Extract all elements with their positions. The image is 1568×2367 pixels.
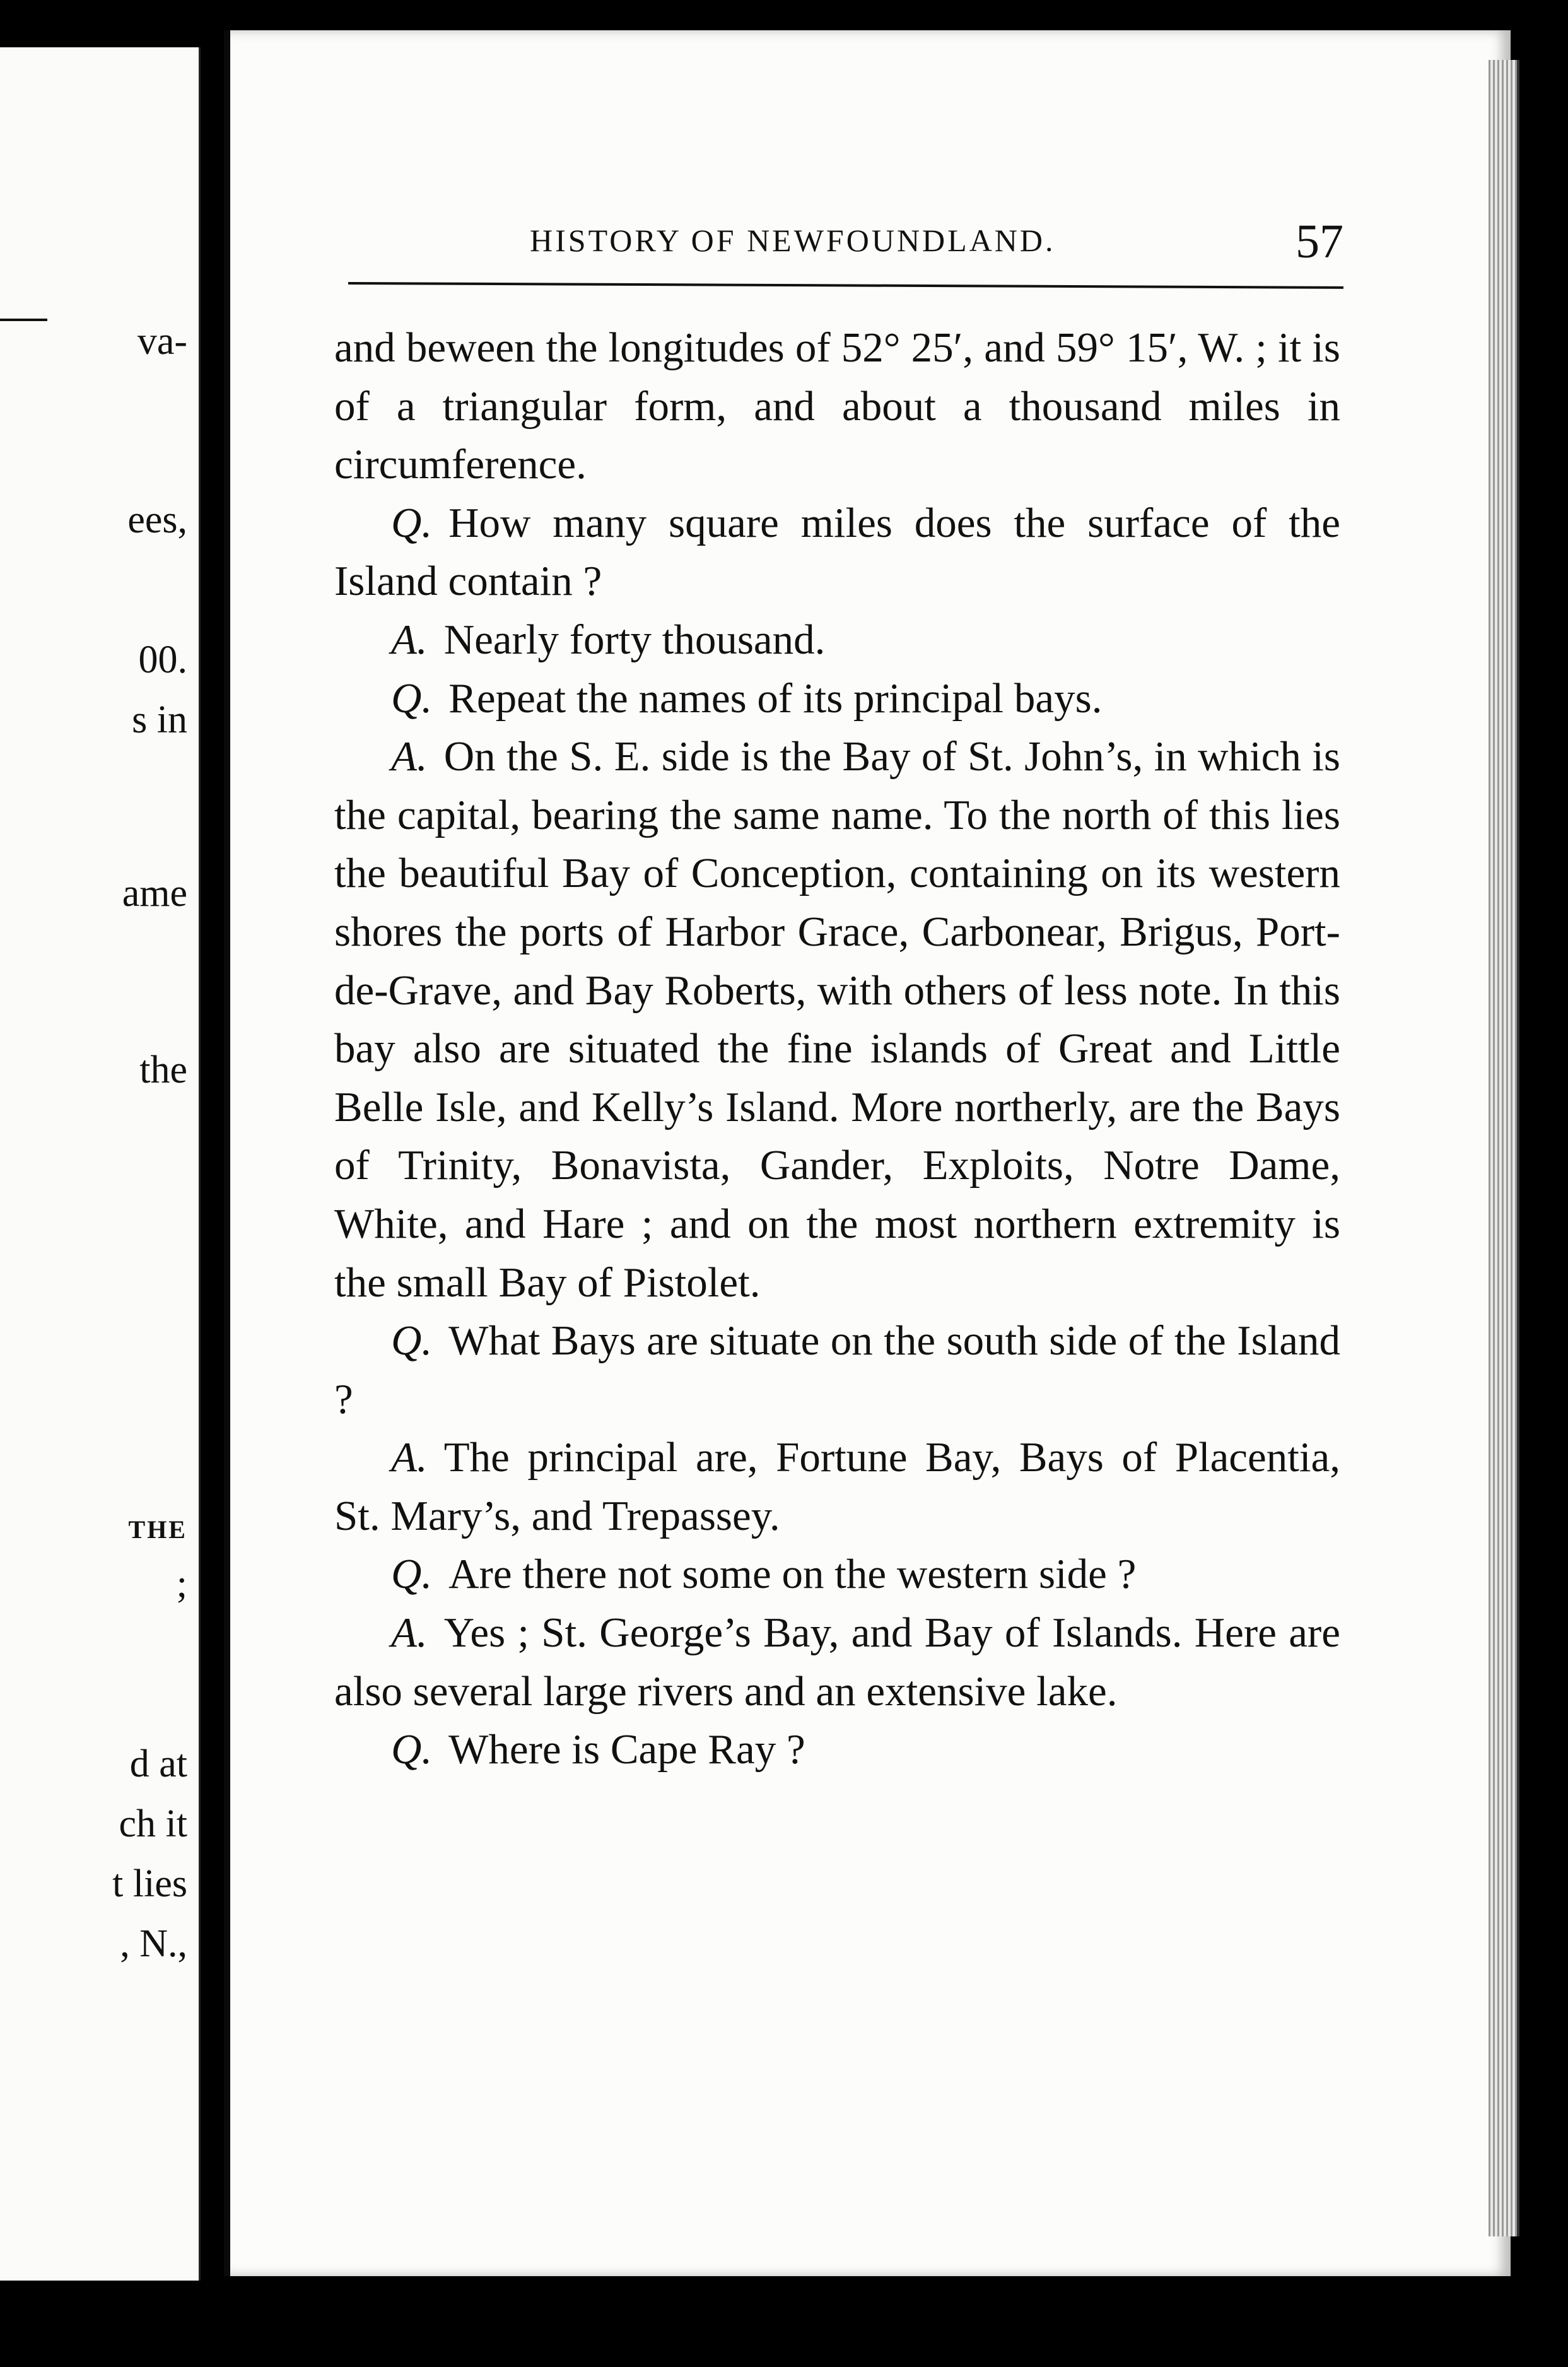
answer-paragraph (334, 1604, 1340, 1720)
previous-page-fragment: va- (137, 320, 187, 363)
running-head: HISTORY OF NEWFOUNDLAND. (530, 223, 1056, 258)
paragraph-text: Nearly forty thousand. (443, 616, 826, 663)
previous-page-fragment: ees, (127, 498, 187, 541)
previous-page-fragment: 00. (138, 638, 187, 681)
answer-paragraph (334, 611, 1340, 669)
paragraph-text: On the S. E. side is the Bay of St. John’s, in which is the capital, bearing the same name. To the north of this lies the beautiful Bay of Conception, containing on its western shores the ports of Harbor Grace, Carbonear, Brigus, Port-de-Grave, and Bay Roberts, with others of less note. In this bay also are situated the fine islands of Great and Little Belle Isle, and Kelly’s Island. More northerly, are the Bays of Trinity, Bonavista, Gander, Exploits, Notre Dame, White, and Hare ; and on the most northern extremity is the small Bay of Pistolet. (334, 733, 1340, 1306)
previous-page-fragment: THE (128, 1515, 187, 1544)
page-header (530, 214, 1343, 271)
previous-page-fragment: ch it (119, 1802, 187, 1845)
answer-label: A. (391, 733, 428, 780)
paragraph-text: Are there not some on the western side ? (448, 1551, 1137, 1598)
paragraph-text: What Bays are situate on the south side of the Island ? (334, 1317, 1340, 1423)
answer-paragraph (334, 727, 1340, 1312)
paragraph-text: How many square miles does the surface of the Island contain ? (334, 499, 1340, 605)
paragraph-text: and beween the longitudes of 52° 25′, and 59° 15′, W. ; it is of a triangular form, and about a thousand miles in circumference. (334, 324, 1340, 488)
question-label: Q. (391, 1726, 433, 1773)
paragraph-text: The principal are, Fortune Bay, Bays of Placentia, St. Mary’s, and Trepassey. (334, 1434, 1340, 1539)
question-label: Q. (391, 1551, 433, 1598)
previous-page-fragment: t lies (112, 1862, 187, 1905)
previous-page-fragment: d at (129, 1742, 187, 1785)
question-paragraph (334, 1545, 1340, 1604)
question-paragraph (334, 1720, 1340, 1779)
question-label: Q. (391, 674, 433, 722)
question-label: Q. (391, 1317, 433, 1365)
question-paragraph (334, 494, 1340, 611)
paragraph-text: Where is Cape Ray ? (448, 1726, 805, 1773)
question-paragraph (334, 669, 1340, 728)
paragraph-text: Repeat the names of its principal bays. (448, 674, 1103, 722)
body-text (334, 319, 1340, 1779)
previous-page-fragment: ame (122, 872, 187, 915)
page-number: 57 (1296, 215, 1343, 268)
answer-label: A. (391, 616, 428, 663)
question-paragraph (334, 1312, 1340, 1428)
previous-page-fragment: ; (176, 1563, 187, 1606)
previous-page-fragment: s in (132, 698, 187, 741)
previous-page (0, 47, 201, 2281)
previous-page-fragment: the (139, 1048, 187, 1091)
page-edge (1489, 60, 1519, 2236)
answer-label: A. (391, 1609, 428, 1657)
paragraph (334, 319, 1340, 494)
previous-page-rule (0, 319, 47, 321)
answer-label: A. (391, 1434, 428, 1481)
answer-paragraph (334, 1428, 1340, 1545)
paragraph-text: Yes ; St. George’s Bay, and Bay of Islands. Here are also several large rivers and an extensive lake. (334, 1609, 1340, 1715)
question-label: Q. (391, 499, 433, 546)
previous-page-fragment: , N., (120, 1922, 187, 1965)
